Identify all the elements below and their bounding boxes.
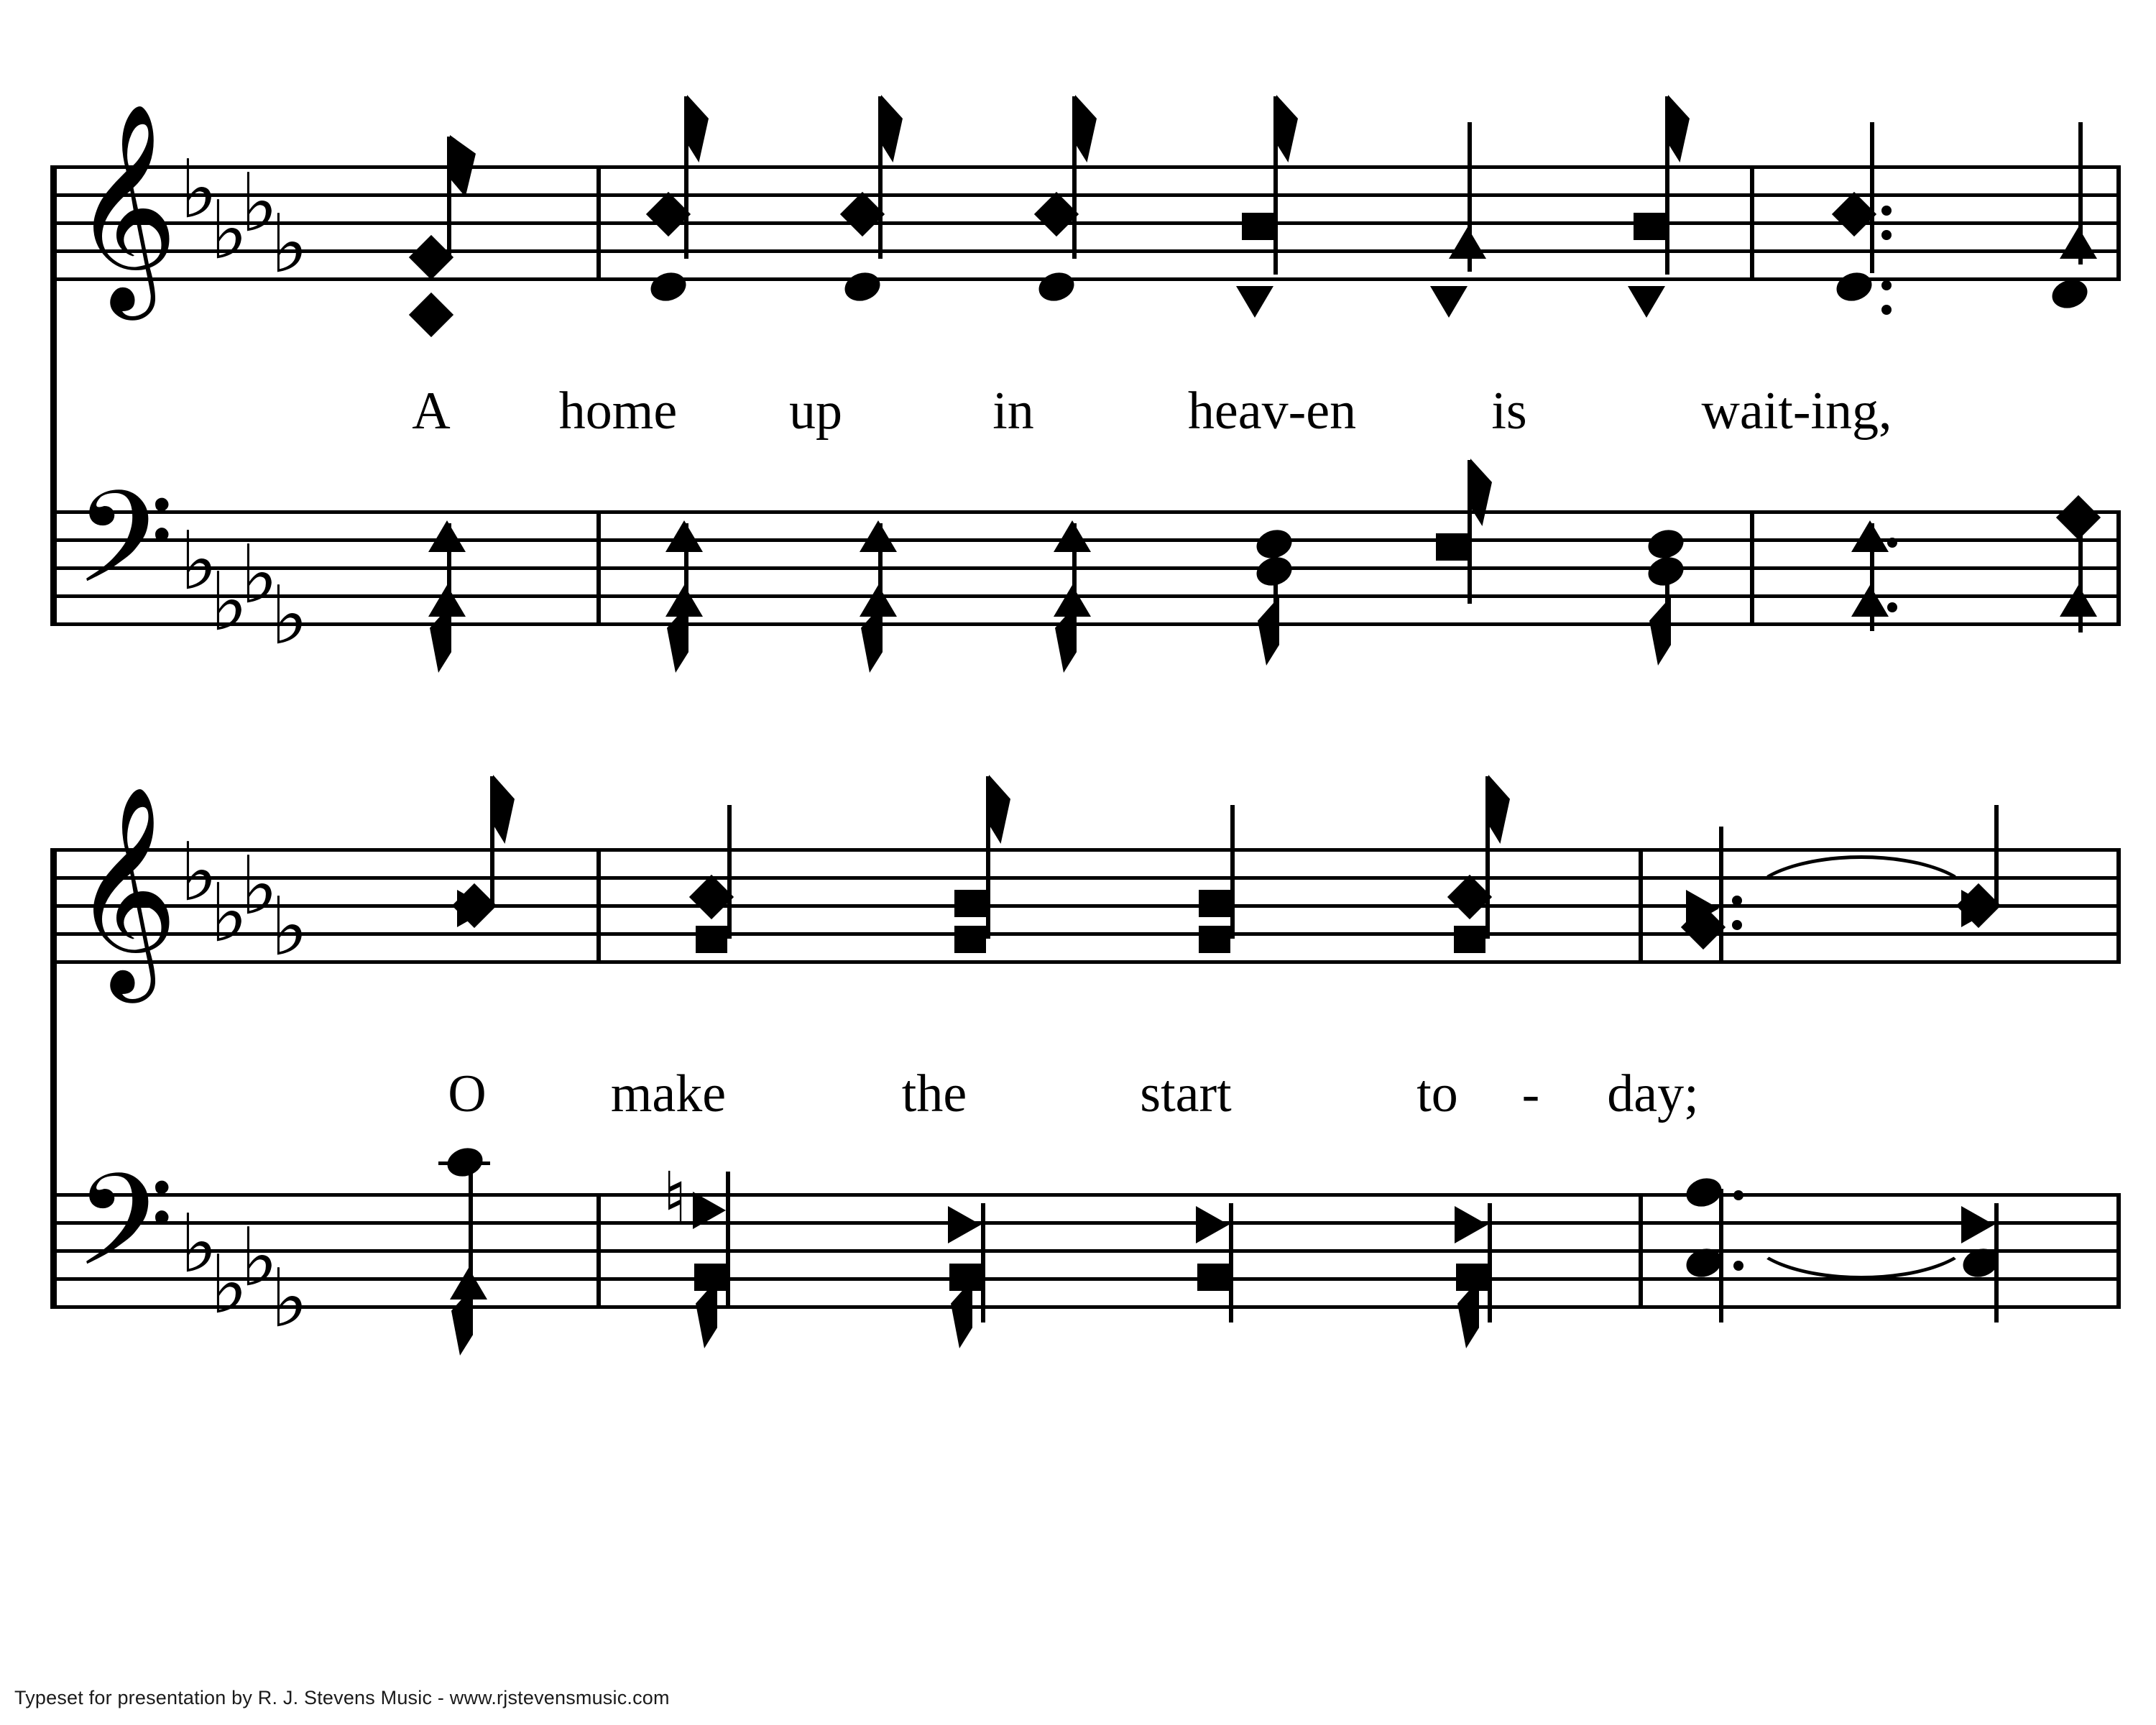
barline	[596, 1193, 601, 1309]
flat-icon: ♭	[270, 880, 308, 974]
barline	[1639, 1193, 1643, 1309]
staff-line	[50, 960, 2120, 964]
staff-bass-2	[50, 1146, 2120, 1346]
flat-icon: ♭	[240, 840, 278, 933]
bass-clef-icon: 𝄢	[75, 463, 175, 643]
key-signature	[180, 143, 331, 291]
flat-icon: ♭	[270, 1252, 308, 1346]
staff-treble-1	[50, 101, 2120, 310]
flat-icon: ♭	[180, 1197, 218, 1291]
barline	[596, 165, 601, 281]
staff-line	[50, 277, 2120, 281]
lyric-syllable: O	[448, 1064, 487, 1123]
natural-icon: ♮	[663, 1157, 688, 1238]
staff-line	[50, 165, 2120, 169]
barline	[596, 510, 601, 626]
flat-icon: ♭	[240, 157, 278, 250]
bass-clef-icon: 𝄢	[75, 1146, 175, 1326]
lyric-syllable: up	[789, 382, 842, 441]
staff-line	[50, 1277, 2120, 1281]
staff-line	[50, 848, 2120, 852]
barline	[1750, 165, 1754, 281]
flat-icon: ♭	[180, 143, 218, 236]
lyric-line-1	[50, 381, 2120, 446]
key-signature	[180, 826, 331, 974]
lyric-syllable: to	[1416, 1064, 1458, 1123]
lyric-hyphen: -	[1521, 1064, 1540, 1123]
footer-credit: Typeset for presentation by R. J. Stevens Music - www.rjstevensmusic.com	[14, 1687, 670, 1708]
flat-icon: ♭	[210, 184, 248, 277]
lyric-syllable: make	[610, 1064, 727, 1123]
barline	[2116, 848, 2121, 964]
key-signature	[180, 510, 331, 663]
lyric-line-2	[50, 1064, 2120, 1128]
lyric-syllable: start	[1140, 1064, 1232, 1123]
flat-icon: ♭	[180, 515, 218, 608]
staff-line	[50, 510, 2120, 514]
treble-clef-icon: 𝄞	[72, 784, 178, 993]
lyric-syllable: heav-en	[1187, 382, 1357, 441]
barline	[2116, 1193, 2121, 1309]
flat-icon: ♭	[270, 198, 308, 291]
flat-icon: ♭	[180, 826, 218, 919]
lyric-syllable: the	[901, 1064, 967, 1123]
barline	[1639, 848, 1643, 964]
treble-clef-icon: 𝄞	[72, 101, 178, 310]
staff-line	[50, 566, 2120, 570]
flat-icon: ♭	[210, 556, 248, 649]
staff-bass-1	[50, 463, 2120, 663]
staff-treble-2	[50, 784, 2120, 993]
staff-line	[50, 221, 2120, 225]
barline	[596, 848, 601, 964]
barline	[2116, 510, 2121, 626]
tie	[1746, 855, 1976, 949]
barline	[1750, 510, 1754, 626]
flat-icon: ♭	[240, 528, 278, 622]
flat-icon: ♭	[270, 569, 308, 663]
lyric-syllable: day;	[1607, 1064, 1699, 1123]
staff-line	[50, 193, 2120, 197]
staff-line	[50, 249, 2120, 253]
flat-icon: ♭	[210, 1238, 248, 1332]
staff-line	[50, 622, 2120, 626]
lyric-syllable: wait-ing,	[1701, 382, 1892, 441]
lyric-syllable: A	[412, 382, 451, 441]
lyric-syllable: home	[558, 382, 678, 441]
flat-icon: ♭	[210, 867, 248, 960]
lyric-syllable: in	[992, 382, 1034, 441]
key-signature	[180, 1193, 331, 1346]
barline	[2116, 165, 2121, 281]
tie	[1746, 1186, 1976, 1279]
flat-icon: ♭	[240, 1211, 278, 1305]
lyric-syllable: is	[1491, 382, 1527, 441]
staff-line	[50, 1305, 2120, 1309]
